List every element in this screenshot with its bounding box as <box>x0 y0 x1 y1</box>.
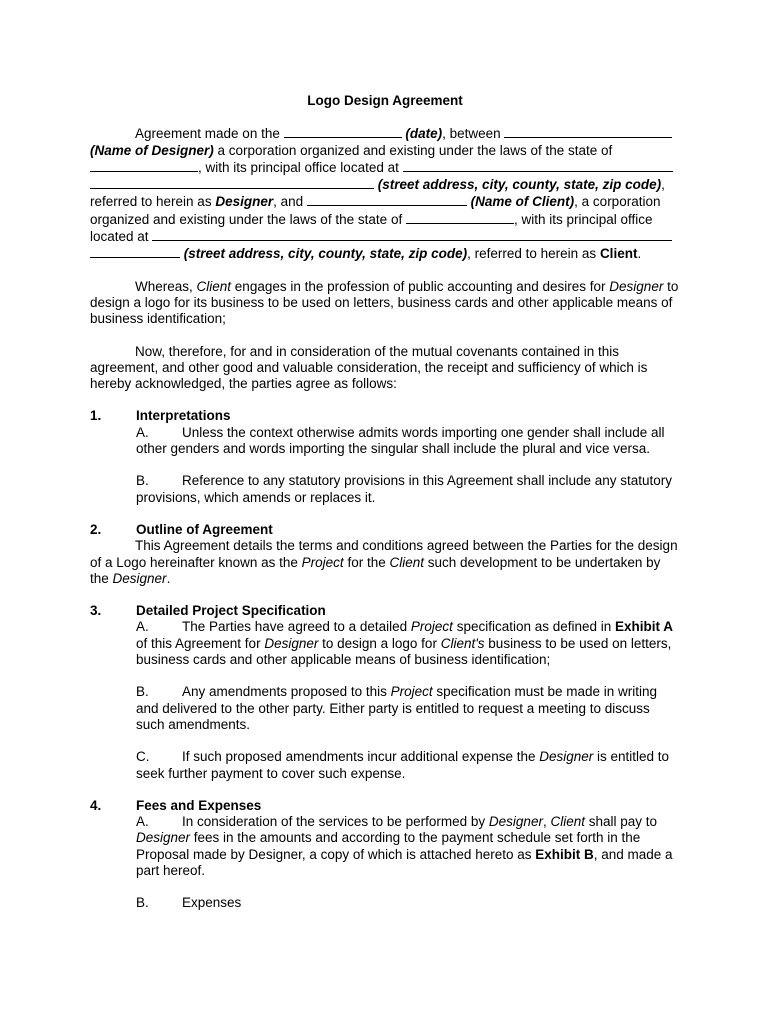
document-page <box>90 93 680 928</box>
designer-address-blank-2[interactable] <box>90 176 374 189</box>
designer-name-blank[interactable] <box>504 125 672 138</box>
section-heading: Outline of Agreement <box>136 521 273 537</box>
outline-text: This Agreement details the terms and conditions agreed between the Parties for the design of a Logo hereinafter known as the Project for the Client such development to be undertaken by the Designer. <box>90 538 678 586</box>
client-state-blank[interactable] <box>406 211 514 224</box>
clause-1a: A. Unless the context otherwise admits words importing one gender shall include all other genders and words importing the singular shall include the plural and vice versa. <box>136 424 665 457</box>
date-blank[interactable] <box>284 125 402 138</box>
client-address-blank-1[interactable] <box>152 228 672 241</box>
section-number: 2. <box>90 521 102 537</box>
clause-3b: B. Any amendments proposed to this Project specification must be made in writing and delivered to the other party. Either party is entitled to request a meeting to discuss such amendments. <box>136 684 658 732</box>
section-interpretations <box>90 408 680 505</box>
section-number: 1. <box>90 408 102 424</box>
section-fees-and-expenses <box>90 798 680 912</box>
clause-3a: A. The Parties have agreed to a detailed Project specification as defined in Exhibit A of this Agreement for Designer to design a logo for Client's business to be used on letters, business cards and other applicable means of business identification; <box>136 619 674 668</box>
section-outline <box>90 522 680 587</box>
intro-paragraph: Agreement made on the (date), between (Name of Designer) a corporation organized and existing under the laws of the state of , with its principal office located at (street address, city, county, state, zip code), referred to herein as Designer, and (Name of Client), a corporation organized and existing under the laws of the state of , with its principal office located at (street address, city, county, state, zip code), referred to herein as Client. <box>90 125 680 262</box>
section-heading: Interpretations <box>136 408 231 424</box>
client-address-blank-2[interactable] <box>90 245 180 258</box>
section-heading: Fees and Expenses <box>136 797 262 813</box>
section-number: 3. <box>90 603 102 619</box>
clause-3c: C. If such proposed amendments incur additional expense the Designer is entitled to seek further payment to cover such expense. <box>136 749 670 781</box>
now-therefore-paragraph: Now, therefore, for and in consideration of the mutual covenants contained in this agreement, and other good and valuable consideration, the receipt and sufficiency of which is hereby acknowledged, the parties agree as follows: <box>90 343 648 392</box>
section-number: 4. <box>90 797 102 813</box>
section-heading: Detailed Project Specification <box>136 603 326 619</box>
whereas-paragraph: Whereas, Client engages in the profession of public accounting and desires for Designer to design a logo for its business to be used on letters, business cards and other applicable means of business identification; <box>90 278 679 327</box>
clause-4b: B. Expenses <box>136 895 242 911</box>
client-name-blank[interactable] <box>307 193 467 206</box>
designer-address-blank-1[interactable] <box>403 159 673 172</box>
document-title: Logo Design Agreement <box>307 93 463 108</box>
designer-state-blank[interactable] <box>90 159 198 172</box>
section-project-specification <box>90 603 680 782</box>
clause-4a: A. In consideration of the services to be performed by Designer, Client shall pay to Designer fees in the amounts and according to the payment schedule set forth in the Proposal made by Designer, a copy of which is attached hereto as Exhibit B, and made a part hereof. <box>136 814 673 878</box>
clause-1b: B. Reference to any statutory provisions in this Agreement shall include any statutory provisions, which amends or replaces it. <box>136 473 673 505</box>
